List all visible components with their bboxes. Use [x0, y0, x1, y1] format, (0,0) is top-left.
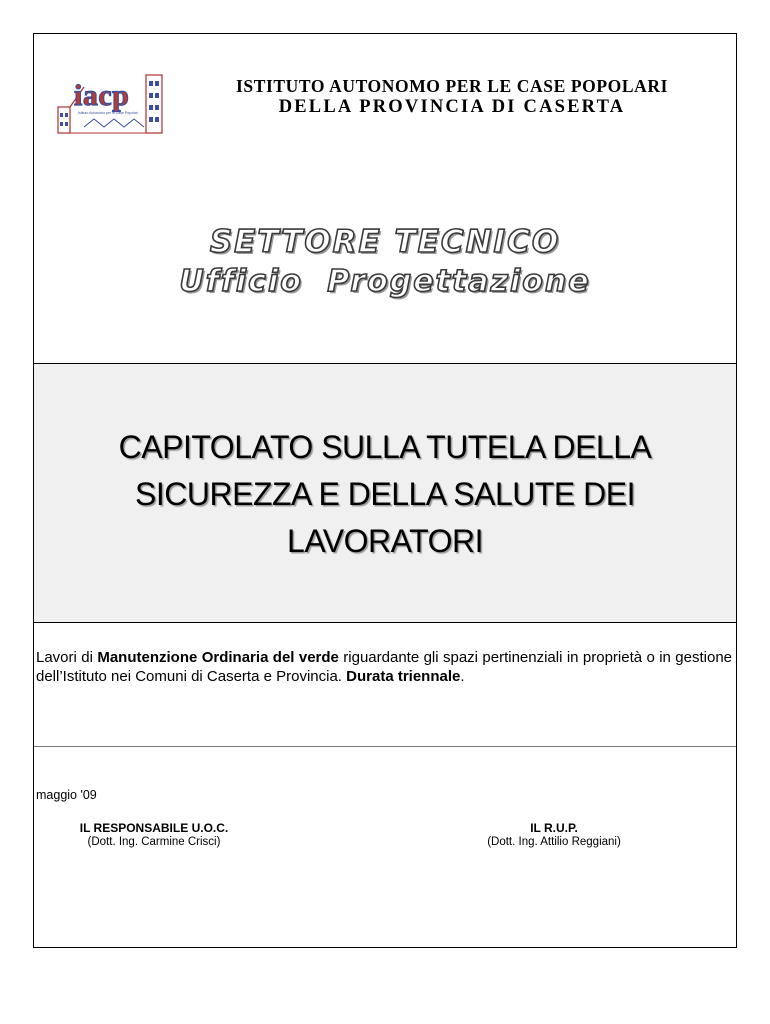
title-line-2: SICUREZZA E DELLA SALUTE DEI: [135, 476, 635, 512]
description-prefix: Lavori di: [36, 649, 98, 666]
iacp-logo: [54, 67, 174, 137]
description-suffix: .: [460, 668, 465, 685]
work-description: [36, 648, 732, 686]
description-bold-duration: Durata triennale: [346, 668, 461, 685]
document-title: [54, 424, 716, 565]
description-section: [34, 623, 736, 747]
institute-name: [192, 76, 712, 118]
svg-text:iacp: iacp: [74, 79, 130, 112]
signature-name: (Dott. Ing. Attilio Reggiani): [487, 836, 621, 848]
title-section: [34, 364, 736, 623]
department-title: SETTORE TECNICO: [209, 224, 561, 260]
description-middle: riguardante gli spazi pertinenziali in proprietà o in gestione dell’Istituto nei Comuni di Caserta e Provincia.: [36, 649, 733, 685]
institute-line-1: ISTITUTO AUTONOMO PER LE CASE POPOLARI: [235, 76, 669, 96]
title-line-3: LAVORATORI: [287, 523, 483, 559]
signature-role: IL R.U.P.: [530, 821, 578, 835]
signature-responsabile: [54, 821, 254, 848]
header-section: [34, 34, 736, 364]
department: [34, 224, 736, 299]
svg-text:Istituto Autonomo per le Case: Istituto Autonomo per le Case Popolari: [78, 111, 138, 115]
signature-rup: [454, 821, 654, 848]
document-frame: [33, 33, 737, 948]
institute-line-2: DELLA PROVINCIA DI CASERTA: [278, 97, 626, 117]
signature-name: (Dott. Ing. Carmine Crisci): [87, 836, 221, 848]
description-bold-work: Manutenzione Ordinaria del verde: [97, 649, 339, 666]
title-line-1: CAPITOLATO SULLA TUTELA DELLA: [118, 429, 652, 465]
document-date: maggio '09: [36, 788, 97, 802]
office-title: Ufficio Progettazione: [179, 264, 591, 299]
signature-role: IL RESPONSABILE U.O.C.: [79, 821, 229, 835]
